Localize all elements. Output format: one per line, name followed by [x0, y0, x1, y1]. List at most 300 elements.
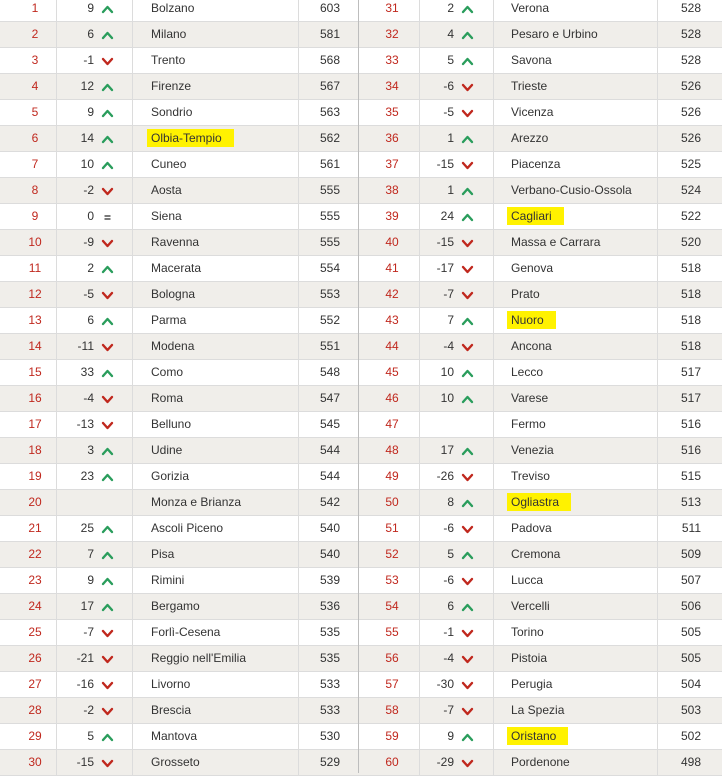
- change-cell: [419, 412, 454, 437]
- table-row: [0, 698, 359, 724]
- column-divider: [493, 516, 494, 541]
- trend-up-icon: [456, 594, 478, 619]
- province-name: Nuoro: [507, 311, 556, 329]
- score-cell: 603: [319, 1, 340, 15]
- rank-cell: 46: [385, 391, 399, 405]
- score-cell: 535: [319, 651, 340, 665]
- change-cell: -2: [83, 703, 94, 717]
- trend-down-icon: [456, 750, 478, 775]
- province-name: Modena: [151, 339, 195, 353]
- trend-up-icon: [96, 0, 118, 21]
- rank-cell: 41: [385, 261, 399, 275]
- table-row: [0, 490, 359, 516]
- trend-down-icon: [456, 516, 478, 541]
- score-cell: 509: [680, 547, 701, 561]
- score-cell: 568: [319, 53, 340, 67]
- province-cell: [511, 594, 651, 619]
- province-name: Cagliari: [507, 207, 564, 225]
- trend-up-icon: [456, 126, 478, 151]
- column-divider: [298, 22, 299, 47]
- province-cell: [151, 438, 296, 463]
- rank-cell: 50: [385, 495, 399, 509]
- column-divider: [132, 594, 133, 619]
- column-divider: [419, 204, 420, 229]
- trend-equal-icon: [96, 204, 118, 229]
- province-cell: [151, 646, 296, 671]
- change-cell: 2: [447, 1, 454, 15]
- change-cell: 8: [447, 495, 454, 509]
- score-cell: 542: [319, 495, 340, 509]
- province-cell: [511, 0, 651, 21]
- column-divider: [298, 620, 299, 645]
- column-divider: [56, 308, 57, 333]
- table-row: [359, 516, 722, 542]
- table-row: [359, 308, 722, 334]
- column-divider: [56, 22, 57, 47]
- column-divider: [419, 360, 420, 385]
- column-divider: [298, 230, 299, 255]
- change-cell: 23: [80, 469, 94, 483]
- column-divider: [298, 750, 299, 775]
- column-divider: [132, 724, 133, 749]
- trend-down-icon: [456, 646, 478, 671]
- change-cell: 10: [440, 391, 454, 405]
- province-cell: [511, 438, 651, 463]
- trend-up-icon: [456, 48, 478, 73]
- change-cell: -6: [443, 521, 454, 535]
- table-row: [0, 256, 359, 282]
- change-cell: 7: [447, 313, 454, 327]
- province-name: Piacenza: [511, 157, 561, 171]
- column-divider: [56, 698, 57, 723]
- province-name: Venezia: [511, 443, 554, 457]
- column-divider: [56, 230, 57, 255]
- column-divider: [419, 516, 420, 541]
- rank-cell: 21: [28, 521, 42, 535]
- change-cell: 2: [87, 261, 94, 275]
- column-divider: [493, 464, 494, 489]
- column-divider: [132, 412, 133, 437]
- province-name: Genova: [511, 261, 554, 275]
- table-row: [0, 48, 359, 74]
- province-cell: [511, 542, 651, 567]
- score-cell: 528: [680, 1, 701, 15]
- column-divider: [657, 100, 658, 125]
- column-divider: [132, 308, 133, 333]
- change-cell: 6: [447, 599, 454, 613]
- province-cell: [511, 308, 651, 333]
- column-divider: [298, 412, 299, 437]
- table-row: [0, 178, 359, 204]
- province-cell: [151, 490, 296, 515]
- change-cell: 14: [80, 131, 94, 145]
- rank-cell: 33: [385, 53, 399, 67]
- column-divider: [56, 74, 57, 99]
- province-name: Padova: [511, 521, 552, 535]
- table-row: [359, 594, 722, 620]
- rank-cell: 11: [28, 261, 42, 275]
- province-cell: [511, 152, 651, 177]
- column-divider: [657, 308, 658, 333]
- province-cell: [151, 152, 296, 177]
- province-name: Arezzo: [511, 131, 549, 145]
- column-divider: [132, 464, 133, 489]
- province-name: Treviso: [511, 469, 550, 483]
- trend-up-icon: [96, 464, 118, 489]
- column-divider: [132, 178, 133, 203]
- rank-cell: 26: [28, 651, 42, 665]
- province-cell: [151, 308, 296, 333]
- column-divider: [657, 256, 658, 281]
- table-row: [0, 438, 359, 464]
- trend-down-icon: [96, 412, 118, 437]
- change-cell: -9: [83, 235, 94, 249]
- rank-cell: 7: [31, 157, 39, 171]
- score-cell: 533: [319, 703, 340, 717]
- table-row: [0, 74, 359, 100]
- province-cell: [151, 464, 296, 489]
- column-divider: [657, 412, 658, 437]
- change-cell: -1: [443, 625, 454, 639]
- column-divider: [56, 334, 57, 359]
- trend-down-icon: [96, 698, 118, 723]
- change-cell: 9: [447, 729, 454, 743]
- table-row: [359, 0, 722, 22]
- change-cell: 7: [87, 547, 94, 561]
- province-name: Cuneo: [151, 157, 187, 171]
- province-name: Ascoli Piceno: [151, 521, 224, 535]
- column-divider: [657, 464, 658, 489]
- table-row: [0, 542, 359, 568]
- table-row: [359, 204, 722, 230]
- column-divider: [493, 282, 494, 307]
- rank-cell: 59: [385, 729, 399, 743]
- score-cell: 517: [680, 365, 701, 379]
- trend-up-icon: [96, 152, 118, 177]
- score-cell: 517: [680, 391, 701, 405]
- change-cell: -7: [443, 703, 454, 717]
- change-cell: 5: [447, 547, 454, 561]
- column-divider: [419, 334, 420, 359]
- column-divider: [298, 282, 299, 307]
- trend-up-icon: [456, 204, 478, 229]
- score-cell: 555: [319, 209, 340, 223]
- province-name: Perugia: [511, 677, 553, 691]
- rank-cell: 31: [385, 1, 399, 15]
- column-divider: [657, 22, 658, 47]
- change-cell: -4: [443, 651, 454, 665]
- province-cell: [511, 178, 651, 203]
- trend-up-icon: [96, 360, 118, 385]
- score-cell: 504: [680, 677, 701, 691]
- change-cell: 6: [87, 313, 94, 327]
- column-divider: [56, 178, 57, 203]
- column-divider: [657, 48, 658, 73]
- table-row: [359, 22, 722, 48]
- table-row: [0, 230, 359, 256]
- column-divider: [657, 490, 658, 515]
- column-divider: [298, 178, 299, 203]
- rank-cell: 15: [28, 365, 42, 379]
- column-divider: [657, 568, 658, 593]
- column-divider: [493, 334, 494, 359]
- column-divider: [56, 724, 57, 749]
- rank-cell: 58: [385, 703, 399, 717]
- ranking-panel-right: [359, 0, 722, 776]
- trend-up-icon: [96, 74, 118, 99]
- trend-down-icon: [456, 672, 478, 697]
- trend-up-icon: [96, 126, 118, 151]
- province-name: Mantova: [151, 729, 198, 743]
- table-row: [359, 152, 722, 178]
- province-name: Trieste: [511, 79, 548, 93]
- province-name: Siena: [151, 209, 182, 223]
- province-name: Bolzano: [151, 1, 195, 15]
- column-divider: [419, 594, 420, 619]
- column-divider: [132, 152, 133, 177]
- province-cell: [151, 0, 296, 21]
- score-cell: 562: [319, 131, 340, 145]
- column-divider: [298, 542, 299, 567]
- column-divider: [419, 256, 420, 281]
- column-divider: [298, 490, 299, 515]
- trend-up-icon: [96, 22, 118, 47]
- change-cell: -17: [436, 261, 454, 275]
- change-cell: 25: [80, 521, 94, 535]
- province-name: Ogliastra: [507, 493, 571, 511]
- column-divider: [493, 22, 494, 47]
- score-cell: 553: [319, 287, 340, 301]
- trend-down-icon: [96, 750, 118, 775]
- column-divider: [132, 360, 133, 385]
- trend-up-icon: [96, 542, 118, 567]
- table-row: [359, 412, 722, 438]
- province-cell: [151, 542, 296, 567]
- province-cell: [511, 672, 651, 697]
- change-cell: 1: [447, 183, 454, 197]
- rank-cell: 40: [385, 235, 399, 249]
- score-cell: 507: [680, 573, 701, 587]
- rank-cell: 39: [385, 209, 399, 223]
- province-name: Aosta: [151, 183, 182, 197]
- change-cell: -4: [443, 339, 454, 353]
- column-divider: [419, 672, 420, 697]
- rank-cell: 42: [385, 287, 399, 301]
- change-cell: 9: [87, 573, 94, 587]
- score-cell: 503: [680, 703, 701, 717]
- table-row: [0, 282, 359, 308]
- table-row: [359, 464, 722, 490]
- table-row: [359, 672, 722, 698]
- table-row: [359, 438, 722, 464]
- score-cell: 545: [319, 417, 340, 431]
- rank-cell: 23: [28, 573, 42, 587]
- province-name: Parma: [151, 313, 187, 327]
- column-divider: [493, 230, 494, 255]
- rank-cell: 53: [385, 573, 399, 587]
- table-row: [359, 74, 722, 100]
- column-divider: [298, 386, 299, 411]
- province-name: Savona: [511, 53, 552, 67]
- province-name: Reggio nell'Emilia: [151, 651, 247, 665]
- change-cell: 17: [80, 599, 94, 613]
- rank-cell: 37: [385, 157, 399, 171]
- table-row: [359, 256, 722, 282]
- province-name: Massa e Carrara: [511, 235, 601, 249]
- column-divider: [657, 282, 658, 307]
- score-cell: 540: [319, 521, 340, 535]
- rank-cell: 5: [31, 105, 39, 119]
- change-cell: -7: [83, 625, 94, 639]
- column-divider: [132, 542, 133, 567]
- province-name: Firenze: [151, 79, 192, 93]
- rank-cell: 52: [385, 547, 399, 561]
- province-cell: [511, 256, 651, 281]
- column-divider: [56, 672, 57, 697]
- rank-cell: 25: [28, 625, 42, 639]
- province-cell: [511, 334, 651, 359]
- column-divider: [493, 698, 494, 723]
- change-cell: -7: [443, 287, 454, 301]
- table-row: [359, 568, 722, 594]
- column-divider: [298, 568, 299, 593]
- province-name: Vicenza: [511, 105, 554, 119]
- trend-down-icon: [96, 620, 118, 645]
- change-cell: 4: [447, 27, 454, 41]
- column-divider: [132, 646, 133, 671]
- column-divider: [132, 698, 133, 723]
- province-name: Cremona: [511, 547, 561, 561]
- score-cell: 581: [319, 27, 340, 41]
- table-row: [359, 178, 722, 204]
- column-divider: [493, 74, 494, 99]
- score-cell: 533: [319, 677, 340, 691]
- score-cell: 526: [680, 131, 701, 145]
- column-divider: [298, 74, 299, 99]
- column-divider: [298, 0, 299, 21]
- column-divider: [56, 516, 57, 541]
- province-cell: [511, 282, 651, 307]
- column-divider: [493, 386, 494, 411]
- column-divider: [298, 100, 299, 125]
- change-cell: -5: [443, 105, 454, 119]
- change-cell: 10: [80, 157, 94, 171]
- province-cell: [151, 672, 296, 697]
- rank-cell: 32: [385, 27, 399, 41]
- table-row: [0, 750, 359, 776]
- province-cell: [151, 178, 296, 203]
- rank-cell: 18: [28, 443, 42, 457]
- column-divider: [419, 0, 420, 21]
- trend-down-icon: [456, 568, 478, 593]
- column-divider: [493, 48, 494, 73]
- rank-cell: 6: [31, 131, 39, 145]
- province-name: Bologna: [151, 287, 196, 301]
- score-cell: 526: [680, 79, 701, 93]
- table-row: [0, 204, 359, 230]
- province-name: Belluno: [151, 417, 192, 431]
- column-divider: [56, 204, 57, 229]
- province-cell: [151, 594, 296, 619]
- column-divider: [657, 152, 658, 177]
- trend-down-icon: [456, 620, 478, 645]
- column-divider: [493, 204, 494, 229]
- column-divider: [419, 308, 420, 333]
- trend-up-icon: [96, 724, 118, 749]
- table-row: [0, 100, 359, 126]
- column-divider: [298, 334, 299, 359]
- change-cell: -15: [436, 235, 454, 249]
- change-cell: 33: [80, 365, 94, 379]
- score-cell: 505: [680, 625, 701, 639]
- province-name: Grosseto: [151, 755, 200, 769]
- trend-down-icon: [456, 282, 478, 307]
- column-divider: [56, 490, 57, 515]
- column-divider: [298, 464, 299, 489]
- column-divider: [298, 646, 299, 671]
- rank-cell: 38: [385, 183, 399, 197]
- province-cell: [511, 204, 651, 229]
- column-divider: [298, 48, 299, 73]
- province-name: Bergamo: [151, 599, 200, 613]
- province-name: Vercelli: [511, 599, 550, 613]
- score-cell: 547: [319, 391, 340, 405]
- trend-up-icon: [456, 360, 478, 385]
- score-cell: 555: [319, 183, 340, 197]
- rank-cell: 12: [28, 287, 42, 301]
- province-name: Fermo: [511, 417, 546, 431]
- column-divider: [657, 698, 658, 723]
- column-divider: [56, 412, 57, 437]
- score-cell: 548: [319, 365, 340, 379]
- column-divider: [419, 542, 420, 567]
- change-cell: -29: [436, 755, 454, 769]
- province-name: Macerata: [151, 261, 202, 275]
- trend-up-icon: [456, 22, 478, 47]
- province-name: Milano: [151, 27, 187, 41]
- rank-cell: 60: [385, 755, 399, 769]
- column-divider: [132, 282, 133, 307]
- province-cell: [151, 126, 296, 151]
- table-row: [359, 360, 722, 386]
- trend-down-icon: [96, 334, 118, 359]
- province-name: Ancona: [511, 339, 552, 353]
- table-row: [359, 542, 722, 568]
- rank-cell: 17: [28, 417, 42, 431]
- province-cell: [151, 48, 296, 73]
- column-divider: [56, 360, 57, 385]
- province-name: Oristano: [507, 727, 568, 745]
- province-cell: [511, 74, 651, 99]
- change-cell: 17: [440, 443, 454, 457]
- column-divider: [132, 256, 133, 281]
- change-cell: 24: [440, 209, 454, 223]
- column-divider: [56, 542, 57, 567]
- change-cell: 3: [87, 443, 94, 457]
- trend-down-icon: [96, 386, 118, 411]
- column-divider: [493, 568, 494, 593]
- province-cell: [511, 48, 651, 73]
- table-row: [359, 620, 722, 646]
- rank-cell: 2: [31, 27, 39, 41]
- province-name: Verona: [511, 1, 550, 15]
- province-name: Varese: [511, 391, 549, 405]
- rank-cell: 14: [28, 339, 42, 353]
- trend-down-icon: [96, 48, 118, 73]
- trend-down-icon: [96, 672, 118, 697]
- change-cell: -15: [76, 755, 94, 769]
- column-divider: [132, 0, 133, 21]
